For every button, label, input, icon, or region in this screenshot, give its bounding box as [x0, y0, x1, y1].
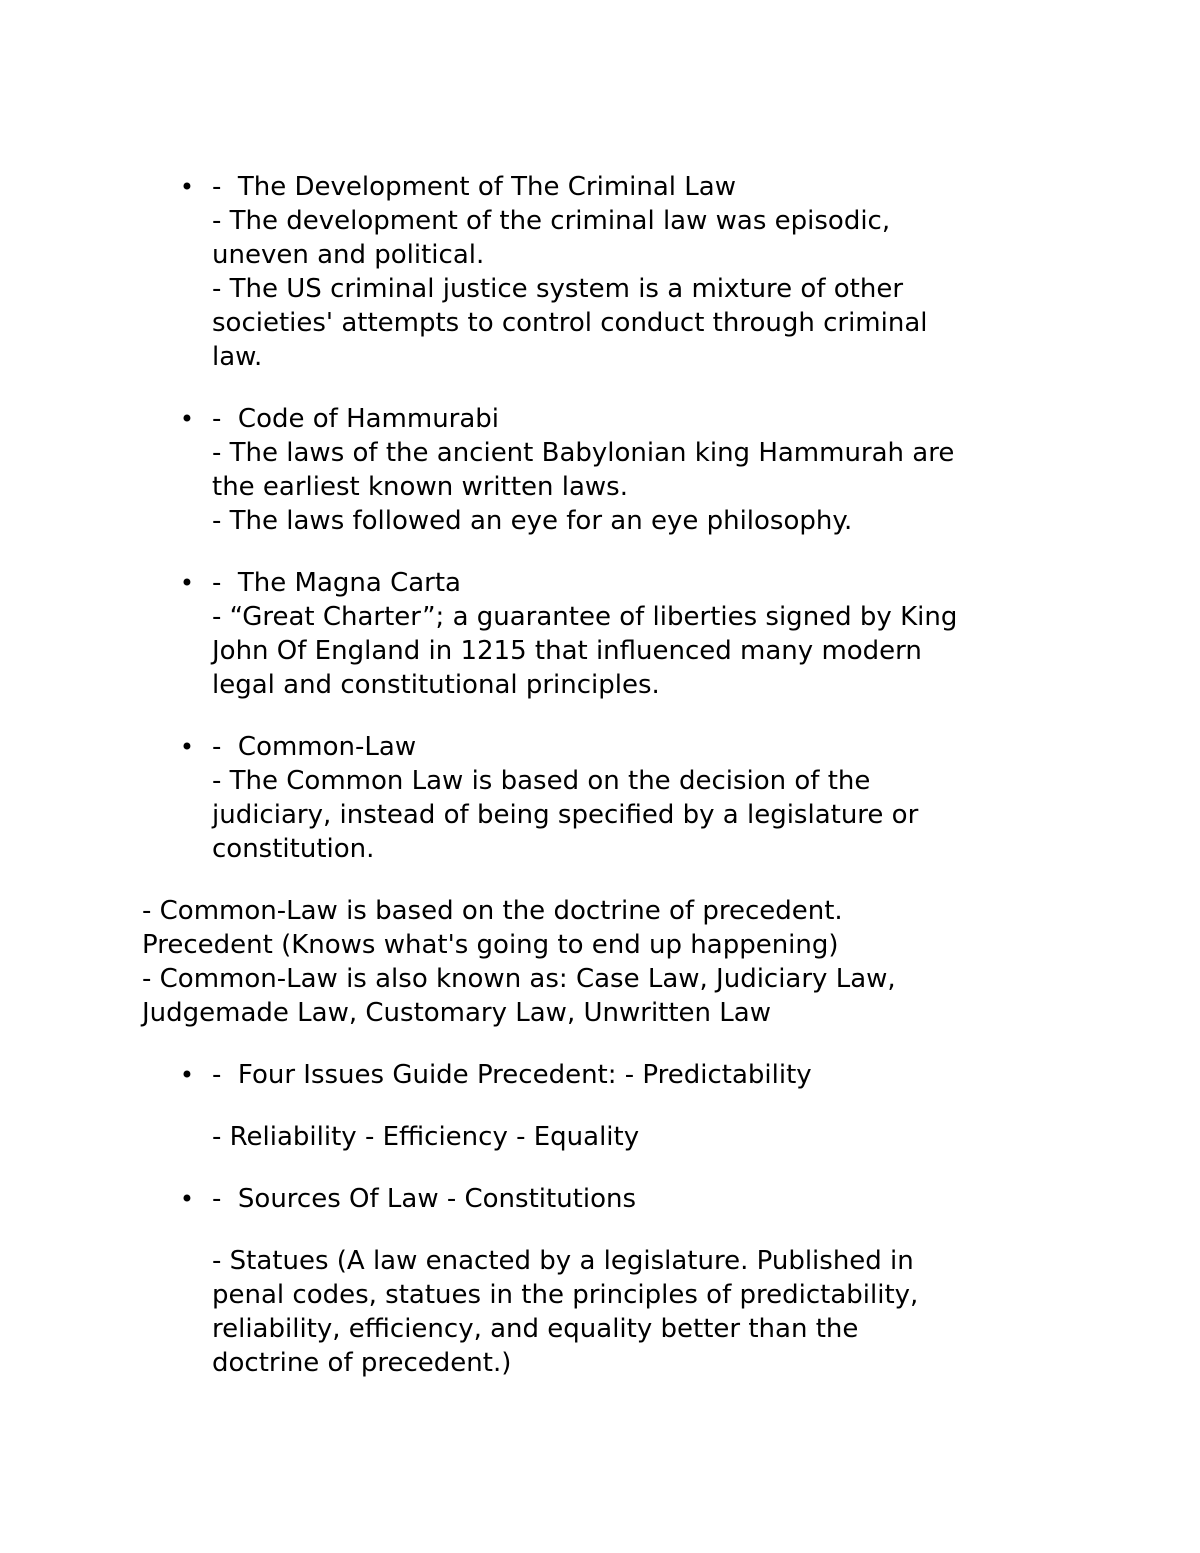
- item-line: penal codes, statues in the principles of predictability,: [212, 1280, 919, 1310]
- bullet-item-development-criminal-law: [142, 170, 1072, 374]
- item-line: - The laws followed an eye for an eye philosophy.: [212, 506, 853, 536]
- item-line: doctrine of precedent.): [212, 1348, 512, 1378]
- item-line: law.: [212, 342, 263, 372]
- document-content: [142, 170, 1072, 1380]
- paragraph-line: Judgemade Law, Customary Law, Unwritten Law: [142, 998, 771, 1028]
- bullet-icon: •: [179, 1061, 195, 1089]
- paragraph-line: Precedent (Knows what's going to end up happening): [142, 930, 839, 960]
- item-line: the earliest known written laws.: [212, 472, 628, 502]
- item-heading: - The Development of The Criminal Law: [212, 172, 736, 202]
- item-line: - Reliability - Efficiency - Equality: [212, 1122, 640, 1152]
- item-line: - The US criminal justice system is a mixture of other: [212, 274, 904, 304]
- item-line: reliability, efficiency, and equality better than the: [212, 1314, 859, 1344]
- item-line: - The laws of the ancient Babylonian king Hammurah are: [212, 438, 955, 468]
- bullet-item-magna-carta: [142, 566, 1072, 702]
- bullet-item-code-of-hammurabi: [142, 402, 1072, 538]
- item-heading: - The Magna Carta: [212, 568, 461, 598]
- paragraph-line: - Common-Law is based on the doctrine of precedent.: [142, 896, 843, 926]
- item-heading: - Common-Law: [212, 732, 417, 762]
- bullet-item-sources-of-law: [142, 1182, 1072, 1380]
- common-law-paragraph: [142, 894, 1072, 1030]
- item-line: legal and constitutional principles.: [212, 670, 660, 700]
- item-heading: - Four Issues Guide Precedent: - Predictability: [212, 1060, 812, 1090]
- item-line: - Statues (A law enacted by a legislature. Published in: [212, 1246, 914, 1276]
- item-line: uneven and political.: [212, 240, 485, 270]
- item-line: constitution.: [212, 834, 375, 864]
- bullet-icon: •: [179, 173, 195, 201]
- bullet-item-four-issues: [142, 1058, 1072, 1154]
- item-line: - The Common Law is based on the decision of the: [212, 766, 871, 796]
- item-heading: - Code of Hammurabi: [212, 404, 500, 434]
- item-heading: - Sources Of Law - Constitutions: [212, 1184, 637, 1214]
- bullet-icon: •: [179, 1185, 195, 1213]
- paragraph-line: - Common-Law is also known as: Case Law, Judiciary Law,: [142, 964, 896, 994]
- bullet-item-common-law: [142, 730, 1072, 866]
- item-line: - The development of the criminal law was episodic,: [212, 206, 891, 236]
- item-line: societies' attempts to control conduct through criminal: [212, 308, 928, 338]
- item-line: John Of England in 1215 that influenced many modern: [212, 636, 922, 666]
- bullet-icon: •: [179, 405, 195, 433]
- item-line: judiciary, instead of being specified by a legislature or: [212, 800, 919, 830]
- bullet-icon: •: [179, 733, 195, 761]
- item-line: - “Great Charter”; a guarantee of liberties signed by King: [212, 602, 958, 632]
- bullet-icon: •: [179, 569, 195, 597]
